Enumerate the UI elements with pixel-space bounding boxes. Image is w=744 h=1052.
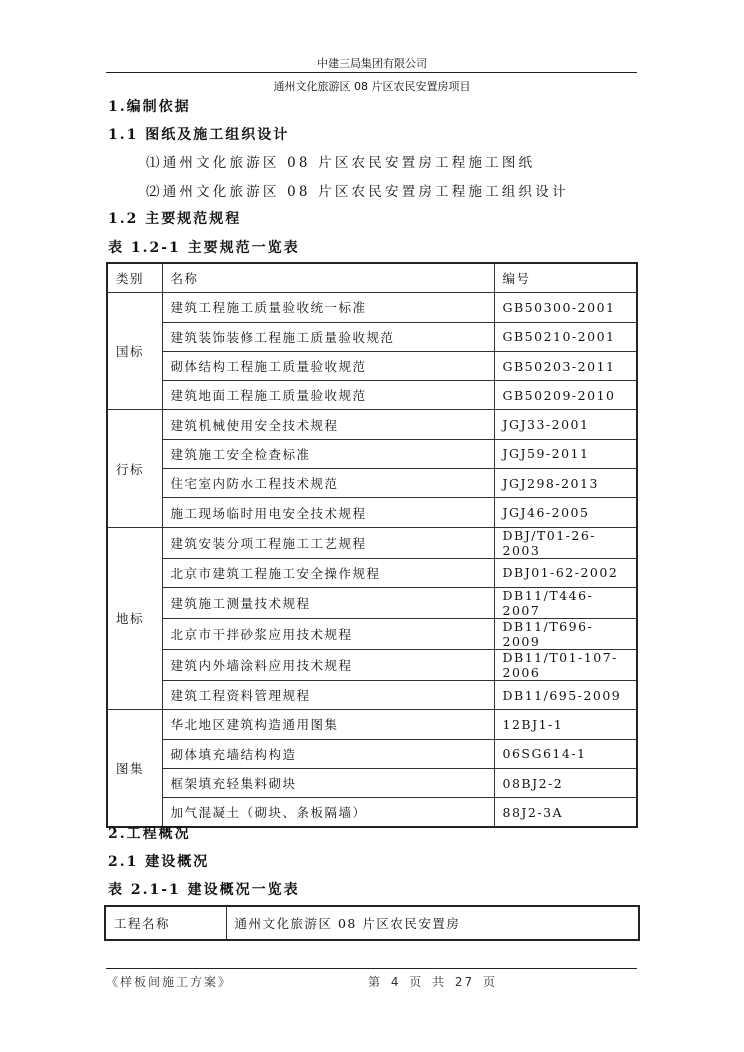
heading-2-1: 2.1 建设概况: [108, 854, 210, 870]
code-cell: 08BJ2-2: [494, 768, 637, 797]
footer-rule: [106, 968, 637, 969]
name-cell: 建筑工程施工质量验收统一标准: [162, 293, 494, 322]
name-cell: 建筑地面工程施工质量验收规范: [162, 381, 494, 410]
code-cell: DBJ01-62-2002: [494, 558, 637, 587]
project-name-label: 工程名称: [105, 906, 226, 940]
category-cell: 行标: [107, 410, 162, 527]
table-1-title: 表 1.2-1 主要规范一览表: [108, 240, 300, 256]
name-cell: 建筑机械使用安全技术规程: [162, 410, 494, 439]
table-row: [107, 618, 637, 649]
code-cell: 06SG614-1: [494, 739, 637, 768]
table-row: [107, 293, 637, 322]
heading-1-1: 1.1 图纸及施工组织设计: [108, 127, 290, 143]
table-row: [107, 680, 637, 709]
table-row: [107, 527, 637, 558]
code-cell: GB50203-2011: [494, 351, 637, 380]
table-row: [107, 498, 637, 527]
name-cell: 砌体结构工程施工质量验收规范: [162, 351, 494, 380]
name-cell: 建筑装饰装修工程施工质量验收规范: [162, 322, 494, 351]
code-cell: GB50210-2001: [494, 322, 637, 351]
footer-page-number: 第 4 页 共 27 页: [368, 975, 497, 989]
code-cell: JGJ33-2001: [494, 410, 637, 439]
header-company: 中建三局集团有限公司: [317, 57, 427, 70]
table-row: [107, 351, 637, 380]
name-cell: 加气混凝土（砌块、条板隔墙）: [162, 798, 494, 828]
code-cell: 12BJ1-1: [494, 710, 637, 739]
code-cell: DB11/T696-2009: [494, 618, 637, 649]
category-cell: 图集: [107, 710, 162, 828]
heading-1: 1.编制依据: [108, 99, 191, 115]
code-cell: DBJ/T01-26-2003: [494, 527, 637, 558]
header-name: 名称: [162, 263, 494, 293]
table-row: [107, 322, 637, 351]
table-row: [107, 587, 637, 618]
code-cell: GB50300-2001: [494, 293, 637, 322]
code-cell: JGJ298-2013: [494, 469, 637, 498]
code-cell: DB11/695-2009: [494, 680, 637, 709]
code-cell: 88J2-3A: [494, 798, 637, 828]
code-cell: GB50209-2010: [494, 381, 637, 410]
name-cell: 砌体填充墙结构构造: [162, 739, 494, 768]
table-row: [107, 469, 637, 498]
name-cell: 住宅室内防水工程技术规范: [162, 469, 494, 498]
header-rule: [106, 72, 637, 73]
name-cell: 建筑施工测量技术规程: [162, 587, 494, 618]
table-row: [107, 710, 637, 739]
name-cell: 华北地区建筑构造通用图集: [162, 710, 494, 739]
name-cell: 框架填充轻集料砌块: [162, 768, 494, 797]
code-cell: DB11/T446-2007: [494, 587, 637, 618]
table-row: [105, 906, 639, 940]
project-name-value: 通州文化旅游区 08 片区农民安置房: [226, 906, 639, 940]
standards-table: [106, 262, 638, 828]
code-cell: JGJ59-2011: [494, 439, 637, 468]
header-code: 编号: [494, 263, 637, 293]
table-row: [107, 381, 637, 410]
name-cell: 北京市干拌砂浆应用技术规程: [162, 618, 494, 649]
table-row: [107, 649, 637, 680]
code-cell: DB11/T01-107-2006: [494, 649, 637, 680]
table-row: [107, 739, 637, 768]
name-cell: 施工现场临时用电安全技术规程: [162, 498, 494, 527]
footer-doc-title: 《样板间施工方案》: [106, 975, 233, 989]
name-cell: 北京市建筑工程施工安全操作规程: [162, 558, 494, 587]
overview-table: [104, 905, 640, 941]
table-row: [107, 768, 637, 797]
list-item: ⑵通州文化旅游区 08 片区农民安置房工程施工组织设计: [146, 184, 569, 200]
heading-1-2: 1.2 主要规范规程: [108, 211, 242, 227]
name-cell: 建筑内外墙涂料应用技术规程: [162, 649, 494, 680]
code-cell: JGJ46-2005: [494, 498, 637, 527]
list-item: ⑴通州文化旅游区 08 片区农民安置房工程施工图纸: [146, 155, 536, 171]
header-project: 通州文化旅游区 08 片区农民安置房项目: [273, 80, 471, 93]
name-cell: 建筑施工安全检查标准: [162, 439, 494, 468]
table-row: [107, 558, 637, 587]
category-cell: 国标: [107, 293, 162, 410]
name-cell: 建筑安装分项工程施工工艺规程: [162, 527, 494, 558]
category-cell: 地标: [107, 527, 162, 710]
table-row: [107, 439, 637, 468]
name-cell: 建筑工程资料管理规程: [162, 680, 494, 709]
header-category: 类别: [107, 263, 162, 293]
table-2-title: 表 2.1-1 建设概况一览表: [108, 882, 300, 898]
heading-2: 2.工程概况: [108, 826, 191, 842]
table-header-row: [107, 263, 637, 293]
table-row: [107, 410, 637, 439]
